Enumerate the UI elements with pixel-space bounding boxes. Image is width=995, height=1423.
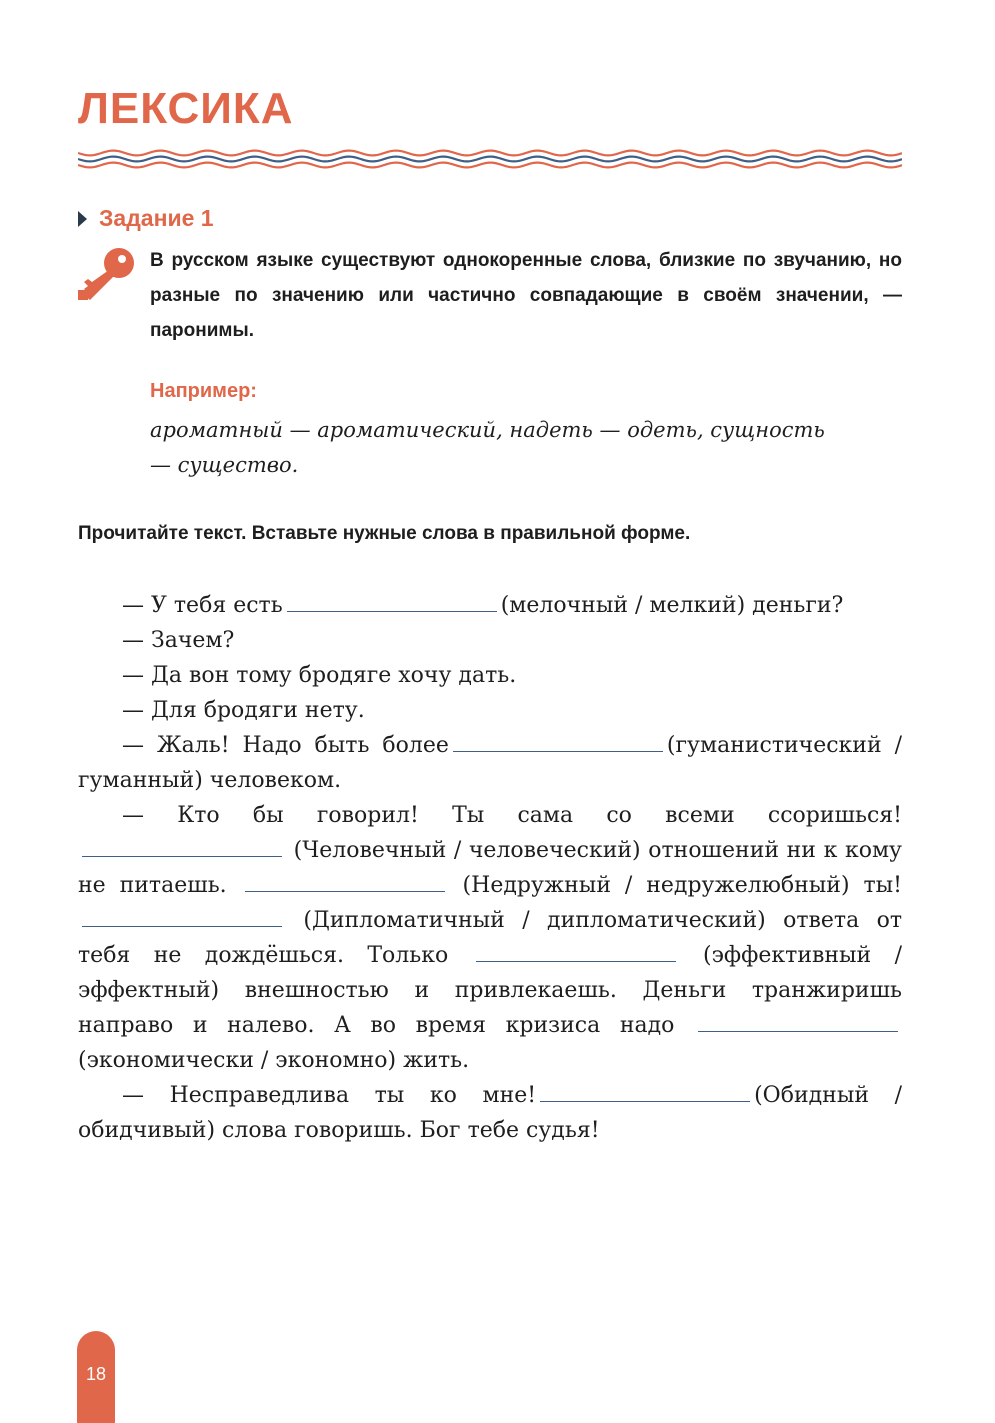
triangle-right-icon	[78, 211, 87, 227]
dialog-text-segment: (Человечный / человеческий) отношений ни к кому не питаешь.	[78, 838, 902, 898]
answer-blank[interactable]	[698, 1009, 898, 1032]
dialog-text-segment: (Дипломатичный / дипломатический) ответа от тебя не дождёшься. Только	[78, 908, 902, 968]
answer-blank[interactable]	[287, 589, 497, 612]
dialog-text-segment: (Недружный / недружелюбный) ты!	[462, 873, 903, 898]
dialog-line: — Для бродяги нету.	[122, 698, 365, 723]
instruction-text: Прочитайте текст. Вставьте нужные слова в правильной форме.	[78, 523, 691, 544]
dialog-text-segment: — Кто бы говорил! Ты сама со всеми ссоришься!	[122, 803, 902, 828]
dialog-text-segment: — У тебя есть	[122, 593, 283, 618]
answer-blank[interactable]	[82, 904, 282, 927]
dialog-text-segment: (Обидный / обидчивый) слова говоришь. Бог тебе судья!	[78, 1083, 902, 1143]
answer-blank[interactable]	[82, 834, 282, 857]
example-text: ароматный — ароматический, надеть — одеть, сущность — существо.	[150, 418, 825, 477]
dialog-line	[78, 728, 902, 798]
dialog-line	[78, 798, 902, 1078]
dialog-text	[78, 588, 902, 1148]
rule-text: В русском языке существуют однокоренные слова, близкие по звучанию, но разные по значению или частично совпадающие в своём значении, — паронимы.	[150, 250, 902, 341]
page-number: 18	[85, 1364, 107, 1384]
dialog-text-segment: (мелочный / мелкий) деньги?	[500, 593, 844, 618]
dialog-text-segment: (гуманистический / гуманный) человеком.	[78, 733, 902, 793]
page-title: ЛЕКСИКА	[78, 84, 294, 133]
key-icon	[76, 246, 136, 304]
decorative-wave-divider	[78, 148, 902, 170]
dialog-text-segment: (эффективный / эффектный) внешностью и привлекаешь. Деньги транжиришь направо и налево. А во время кризиса надо	[78, 943, 902, 1038]
answer-blank[interactable]	[476, 939, 676, 962]
dialog-line	[78, 1078, 902, 1148]
dialog-line: — Да вон тому бродяге хочу дать.	[122, 663, 517, 688]
example-label: Например:	[150, 380, 257, 402]
dialog-line	[78, 588, 902, 623]
dialog-text-segment: — Несправедлива ты ко мне!	[122, 1083, 537, 1108]
task-heading	[78, 205, 214, 232]
dialog-text-segment: (экономически / экономно) жить.	[78, 1048, 470, 1073]
answer-blank[interactable]	[453, 729, 663, 752]
task-title: Задание 1	[99, 205, 214, 231]
answer-blank[interactable]	[245, 869, 445, 892]
answer-blank[interactable]	[540, 1079, 750, 1102]
dialog-line: — Зачем?	[122, 628, 235, 653]
dialog-text-segment: — Жаль! Надо быть более	[122, 733, 449, 758]
